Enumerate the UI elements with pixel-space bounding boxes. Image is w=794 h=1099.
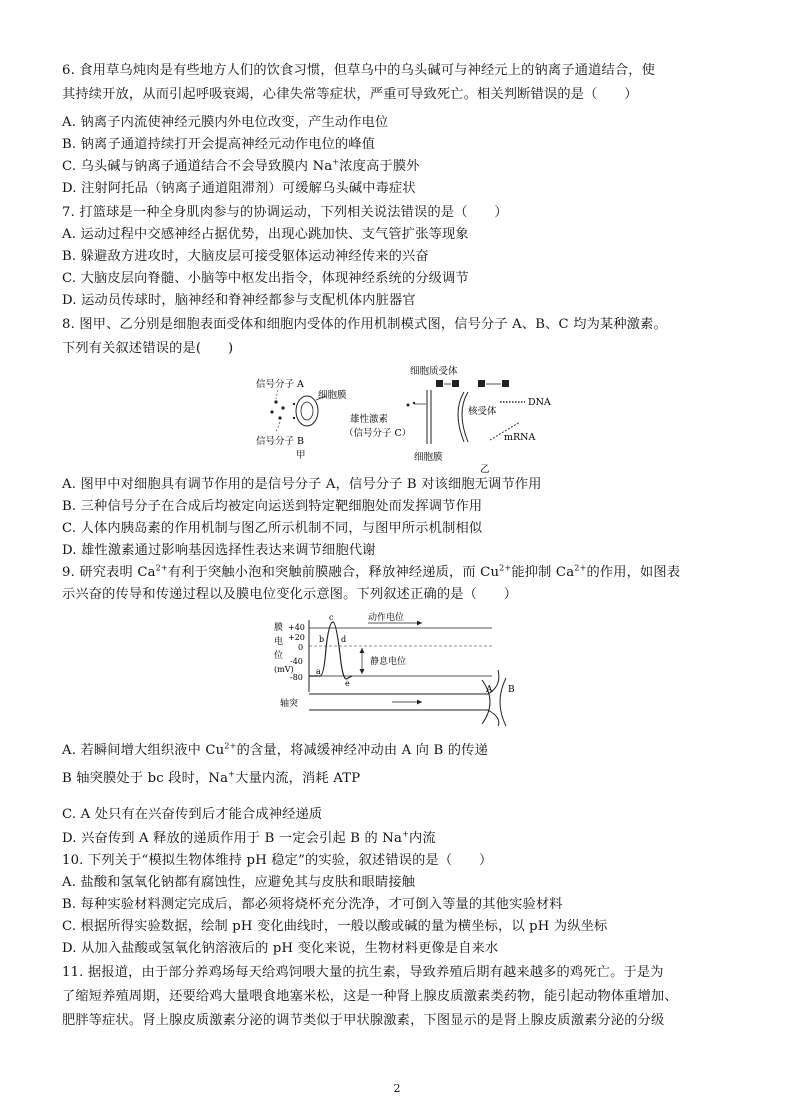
q6-option-c-text: C. 乌头碱与钠离子通道结合不会导致膜内 Na [62, 159, 333, 174]
action-potential-label: 动作电位 [368, 613, 405, 623]
label-b: B [508, 685, 515, 695]
q6-option-c [62, 158, 742, 176]
q7-option-d: D. 运动员传球时，脑神经和脊神经都参与支配机体内脏器官 [62, 293, 416, 308]
arrow-head [417, 700, 422, 705]
q9-stem-text: 有利于突触小泡和突触前膜融合，释放神经递质，而 Cu [167, 565, 500, 580]
signal-b-label: 信号分子 B [256, 436, 305, 447]
q9-option-d-text: D. 兴奋传到 A 释放的递质作用于 B 一定会引起 B 的 Na [62, 831, 403, 846]
q7-stem: 7. 打篮球是一种全身肌肉参与的协调运动，下列相关说法错误的是（ ） [62, 205, 508, 220]
membrane-label: 细胞膜 [414, 452, 443, 463]
q11-stem-line-3: 肥胖等症状。肾上腺皮质激素分泌的调节类似于甲状腺激素，下图显示的是肾上腺皮质激素分泌的分级 [62, 1013, 665, 1028]
signal-a-label: 信号分子 A [256, 379, 304, 390]
nuclear-membrane [458, 392, 464, 442]
tick-label: -40 [290, 657, 303, 666]
q9-option-a-text: A. 若瞬间增大组织液中 Cu [62, 743, 225, 758]
arrow-head [360, 648, 365, 653]
q9-option-d-text-end: 内流 [409, 831, 436, 846]
hormone-dot [407, 404, 410, 407]
q10-option-c: C. 根据所得实验数据，绘制 pH 变化曲线时，一般以酸或碱的量为横坐标，以 pH 为纵坐标 [62, 919, 608, 934]
nuclear-receptor-label: 核受体 [468, 406, 497, 417]
q7-option-b: B. 躲避敌方进攻时，大脑皮层可接受躯体运动神经传来的兴奋 [62, 249, 429, 264]
tick-label: +20 [288, 633, 305, 642]
q10-option-b: B. 每种实验材料测定完成后，都必须将烧杯充分洗净，才可倒入等量的其他实验材料 [62, 897, 563, 912]
q8-option-b: B. 三种信号分子在合成后均被定向运送到特定靶细胞处而发挥调节作用 [62, 499, 483, 514]
superscript: 2+ [155, 563, 168, 573]
nuclear-membrane [462, 392, 468, 442]
q9-stem-text: 的作用，如图表 [586, 565, 681, 580]
q6-option-d: D. 注射阿托品（钠离子通道阻滞剂）可缓解乌头碱中毒症状 [62, 181, 416, 196]
receptor-square [502, 380, 509, 387]
point-label: a [316, 667, 321, 676]
q9-option-b-text-end: 大量内流，消耗 ATP [235, 771, 361, 786]
receptor-square [436, 380, 443, 387]
superscript: + [332, 157, 340, 167]
superscript: + [228, 769, 236, 779]
q10-option-d: D. 从加入盐酸或氢氧化钠溶液后的 pH 变化来说，生物材料更像是自来水 [62, 941, 499, 956]
cell-inner-ring [301, 402, 313, 420]
signal-a-dot [274, 400, 277, 403]
q7-option-a: A. 运动过程中交感神经占据优势，出现心跳加快、支气管扩张等现象 [62, 227, 469, 242]
hormone-label: 雄性激素 [350, 414, 389, 425]
receptor-dot [293, 403, 295, 405]
point-label: c [329, 613, 334, 622]
q11-stem-line-1: 11. 据报道，由于部分养鸡场每天给鸡饲喂大量的抗生素，导致养殖后期有越来越多的鸡死亡。于是为 [62, 965, 664, 980]
axis-unit: (mV) [274, 665, 294, 674]
superscript: + [402, 829, 410, 839]
axis-label: 膜 [274, 623, 284, 633]
axon-label: 轴突 [280, 699, 299, 709]
q9-stem-line-1 [62, 564, 742, 582]
point-label: d [341, 635, 347, 644]
q9-option-b-text: B 轴突膜处于 bc 段时，Na [62, 771, 229, 786]
q8-option-d: D. 雄性激素通过影响基因选择性表达来调节细胞代谢 [62, 543, 376, 558]
tick-label: -80 [290, 673, 303, 682]
q8-figure-yi [340, 362, 560, 474]
q8-option-a: A. 图甲中对细胞具有调节作用的是信号分子 A，信号分子 B 对该细胞无调节作用 [62, 477, 542, 492]
page-number: 2 [393, 1082, 401, 1095]
axis-label: 电 [274, 637, 284, 647]
point-label: e [345, 679, 350, 688]
q6-option-b: B. 钠离子通道持续打开会提高神经元动作电位的峰值 [62, 137, 376, 152]
q9-option-c: C. A 处只有在兴奋传到后才能合成神经递质 [62, 807, 323, 822]
superscript: 2+ [224, 741, 237, 751]
q9-option-a-text-end: 的含量，将减缓神经冲动由 A 向 B 的传递 [236, 743, 488, 758]
q9-option-b [62, 770, 742, 788]
dna-label: DNA [528, 397, 551, 408]
resting-potential-label: 静息电位 [370, 657, 407, 667]
receptor-square [452, 380, 459, 387]
q11-stem-line-2: 了缩短养殖周期，还要给鸡大量喂食地塞米松，这是一种肾上腺皮质激素类药物，能引起动物体重增加、 [62, 989, 678, 1004]
membrane-label: 细胞膜 [318, 390, 347, 401]
terminal-curve [488, 710, 499, 726]
q6-stem-line-2: 其持续开放，从而引起呼吸衰竭，心律失常等症状，严重可导致死亡。相关判断错误的是（ ） [62, 87, 638, 102]
q6-stem-line-1: 6. 食用草乌炖肉是有些地方人们的饮食习惯，但草乌中的乌头碱可与神经元上的钠离子通道结合，使 [62, 63, 656, 78]
q9-figure [272, 608, 522, 736]
q9-stem-line-2: 示兴奋的传导和传递过程以及膜电位变化示意图。下列叙述正确的是（ ） [62, 587, 518, 602]
figure-jia-caption: 甲 [296, 450, 306, 461]
q8-option-c: C. 人体内胰岛素的作用机制与图乙所示机制不同，与图甲所示机制相似 [62, 521, 483, 536]
q9-option-d [62, 830, 742, 848]
cell-outline [296, 396, 318, 426]
q8-stem-line-2: 下列有关叙述错误的是( ) [62, 341, 234, 356]
q6-option-a: A. 钠离子内流使神经元膜内外电位改变，产生动作电位 [62, 115, 389, 130]
superscript: 2+ [499, 563, 512, 573]
axis-label: 位 [274, 651, 284, 661]
label-a: A [486, 685, 493, 695]
signal-a-dot [281, 406, 284, 409]
q7-option-c: C. 大脑皮层向脊髓、小脑等中枢发出指令，体现神经系统的分级调节 [62, 271, 469, 286]
mrna-label: mRNA [504, 432, 536, 443]
signal-a-dot [270, 410, 273, 413]
signal-a-pointer [276, 390, 278, 399]
arrow-head [360, 669, 365, 674]
hormone-signal-label: （信号分子 C） [344, 428, 412, 439]
postsynaptic-curve [500, 678, 506, 726]
receptor-square [478, 380, 485, 387]
q10-stem: 10. 下列关于“模拟生物体维持 pH 稳定”的实验，叙述错误的是（ ） [62, 853, 493, 868]
tick-label: 0 [298, 643, 304, 652]
signal-a-dot [278, 416, 281, 419]
point-label: b [319, 635, 325, 644]
signal-b-pointer [276, 422, 280, 432]
q10-option-a: A. 盐酸和氢氧化钠都有腐蚀性，应避免其与皮肤和眼睛接触 [62, 875, 416, 890]
q9-stem-text: 9. 研究表明 Ca [62, 565, 156, 580]
receptor-dot [293, 417, 295, 419]
tick-label: +40 [288, 623, 305, 632]
cytoplasm-receptor-label: 细胞质受体 [410, 366, 458, 377]
superscript: 2+ [574, 563, 587, 573]
arrow-head [417, 621, 422, 626]
q9-option-a [62, 742, 742, 760]
q6-option-c-text-end: 浓度高于膜外 [339, 159, 420, 174]
q9-stem-text: 能抑制 Ca [511, 565, 575, 580]
figure-yi-caption: 乙 [480, 464, 490, 474]
q8-stem-line-1: 8. 图甲、乙分别是细胞表面受体和细胞内受体的作用机制模式图，信号分子 A、B、C 均为某种激素。 [62, 317, 667, 332]
